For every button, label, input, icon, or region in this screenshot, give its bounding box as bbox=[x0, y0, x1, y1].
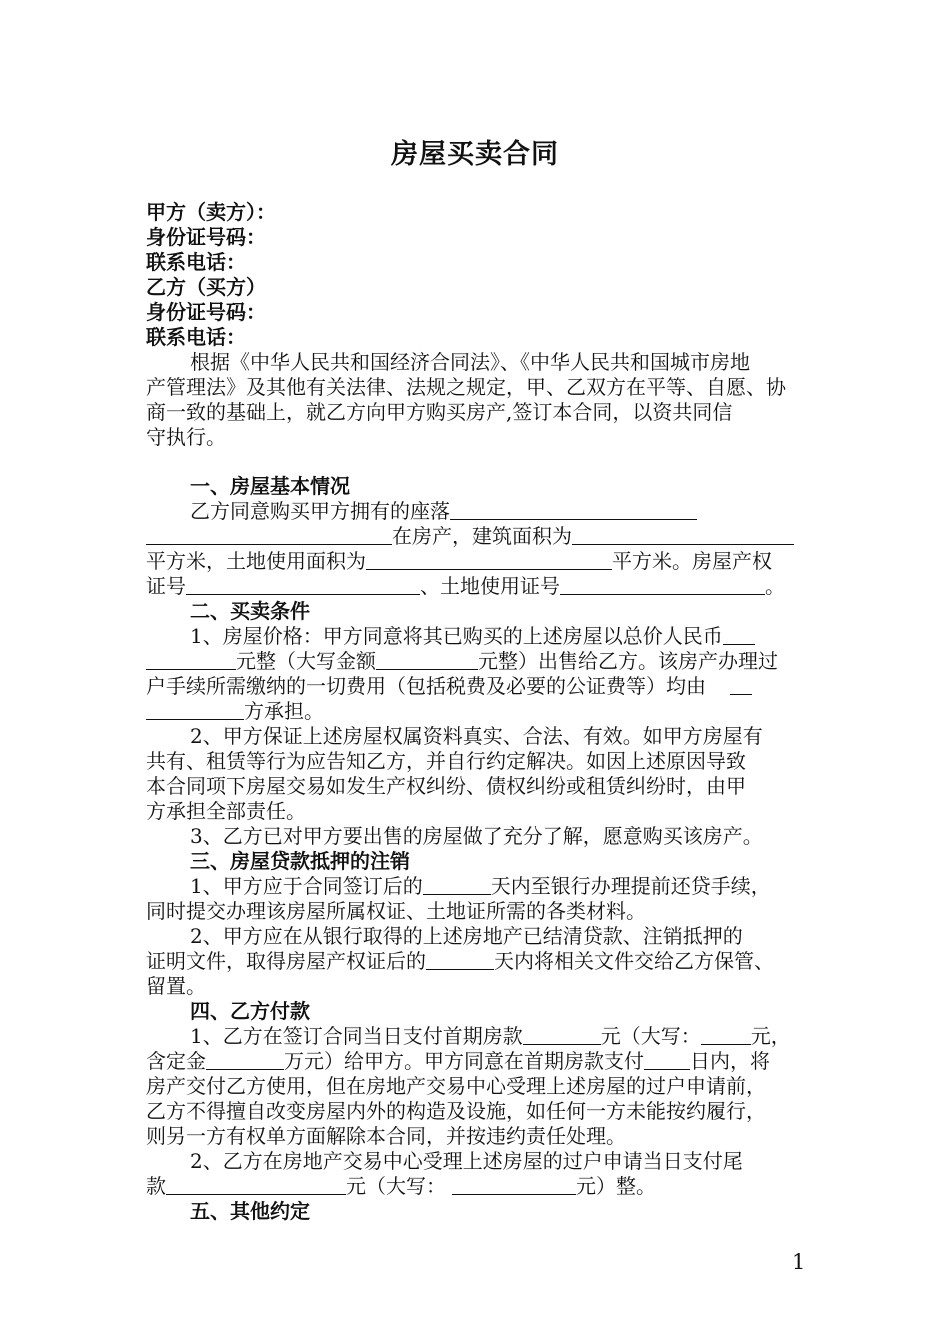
preamble-line: 产管理法》及其他有关法律、法规之规定，甲、乙双方在平等、自愿、协 bbox=[146, 375, 786, 399]
blank-field bbox=[206, 1049, 284, 1070]
paragraph-line: 款 元（大写： 元）整。 bbox=[146, 1174, 656, 1198]
paragraph-line: 1、乙方在签订合同当日支付首期房款 元（大写： 元， bbox=[190, 1024, 791, 1048]
paragraph-line: 2、甲方保证上述房屋权属资料真实、合法、有效。如甲方房屋有 bbox=[190, 724, 763, 748]
document-title: 房屋买卖合同 bbox=[391, 139, 559, 170]
blank-field bbox=[450, 499, 697, 520]
paragraph-line: 本合同项下房屋交易如发生产权纠纷、债权纠纷或租赁纠纷时，由甲 bbox=[146, 774, 746, 798]
blank-field bbox=[423, 874, 491, 895]
blank-field bbox=[146, 524, 392, 545]
buyer-id-label: 身份证号码： bbox=[146, 300, 266, 324]
blank-field bbox=[723, 624, 755, 645]
section-heading: 一、房屋基本情况 bbox=[190, 474, 350, 498]
section-heading: 五、其他约定 bbox=[190, 1199, 310, 1223]
blank-field bbox=[560, 574, 765, 595]
blank-field bbox=[452, 1174, 576, 1195]
blank-field bbox=[376, 649, 478, 670]
paragraph-line: 方承担。 bbox=[146, 699, 324, 724]
paragraph-line: 含定金 万元）给甲方。甲方同意在首期房款支付 日内，将 bbox=[146, 1049, 770, 1073]
preamble-line: 守执行。 bbox=[146, 425, 226, 449]
blank-field bbox=[146, 699, 244, 720]
blank-field bbox=[366, 549, 612, 570]
paragraph-line: 房产交付乙方使用，但在房地产交易中心受理上述房屋的过户申请前， bbox=[146, 1074, 766, 1098]
paragraph-line: 则另一方有权单方面解除本合同，并按违约责任处理。 bbox=[146, 1124, 626, 1148]
buyer-label: 乙方（买方） bbox=[146, 275, 266, 299]
section-heading: 四、乙方付款 bbox=[190, 999, 310, 1023]
buyer-phone-label: 联系电话： bbox=[146, 325, 246, 349]
paragraph-line: 方承担全部责任。 bbox=[146, 799, 306, 823]
paragraph-line: 共有、租赁等行为应告知乙方，并自行约定解决。如因上述原因导致 bbox=[146, 749, 746, 773]
blank-field bbox=[730, 674, 752, 695]
blank-field bbox=[426, 949, 494, 970]
paragraph-line: 3、乙方已对甲方要出售的房屋做了充分了解，愿意购买该房产。 bbox=[190, 824, 763, 848]
paragraph-line: 2、甲方应在从银行取得的上述房地产已结清贷款、注销抵押的 bbox=[190, 924, 743, 948]
paragraph-line: 元整（大写金额 元整）出售给乙方。该房产办理过 bbox=[146, 649, 778, 674]
paragraph-line: 在房产，建筑面积为 bbox=[146, 524, 794, 549]
section-heading: 二、买卖条件 bbox=[190, 599, 310, 623]
section-heading: 三、房屋贷款抵押的注销 bbox=[190, 849, 410, 873]
paragraph-line: 乙方不得擅自改变房屋内外的构造及设施，如任何一方未能按约履行， bbox=[146, 1099, 766, 1123]
blank-field bbox=[572, 524, 794, 545]
paragraph-line: 平方米，土地使用面积为 平方米。房屋产权 bbox=[146, 549, 772, 573]
page-number: 1 bbox=[792, 1250, 806, 1274]
blank-field bbox=[644, 1049, 690, 1070]
blank-field bbox=[701, 1024, 751, 1045]
seller-id-label: 身份证号码： bbox=[146, 225, 266, 249]
blank-field bbox=[146, 649, 236, 670]
blank-field bbox=[166, 1174, 346, 1195]
paragraph-line: 同时提交办理该房屋所属权证、土地证所需的各类材料。 bbox=[146, 899, 646, 923]
paragraph-line: 户手续所需缴纳的一切费用（包括税费及必要的公证费等）均由 bbox=[146, 674, 752, 699]
paragraph-line: 1、房屋价格：甲方同意将其已购买的上述房屋以总价人民币 bbox=[190, 624, 755, 649]
paragraph-line: 证明文件，取得房屋产权证后的 天内将相关文件交给乙方保管、 bbox=[146, 949, 774, 973]
seller-phone-label: 联系电话： bbox=[146, 250, 246, 274]
paragraph-line: 证号 、土地使用证号 。 bbox=[146, 574, 785, 598]
blank-field bbox=[523, 1024, 601, 1045]
paragraph-line: 2、乙方在房地产交易中心受理上述房屋的过户申请当日支付尾 bbox=[190, 1149, 743, 1173]
paragraph-line: 1、甲方应于合同签订后的 天内至银行办理提前还贷手续， bbox=[190, 874, 771, 898]
paragraph-line: 留置。 bbox=[146, 974, 206, 998]
preamble-line: 商一致的基础上，就乙方向甲方购买房产,签订本合同，以资共同信 bbox=[146, 400, 733, 424]
paragraph-line: 乙方同意购买甲方拥有的座落 bbox=[190, 499, 697, 524]
blank-field bbox=[186, 574, 420, 595]
seller-label: 甲方（卖方）： bbox=[146, 200, 276, 224]
preamble-line: 根据《中华人民共和国经济合同法》、《中华人民共和国城市房地 bbox=[190, 350, 750, 374]
